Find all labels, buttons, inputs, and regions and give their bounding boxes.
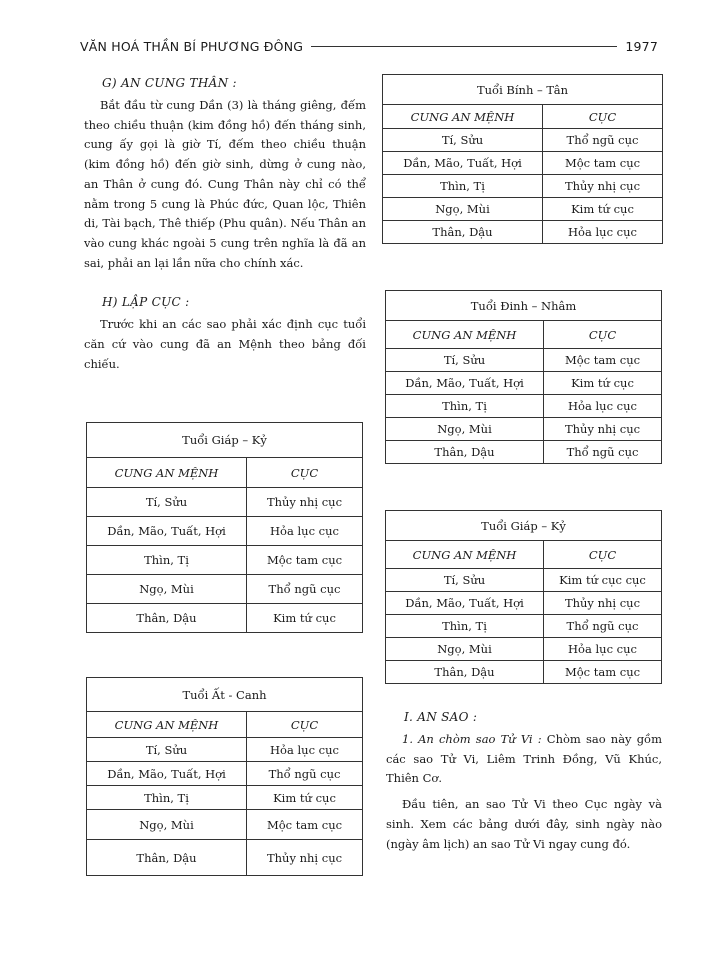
table-row [386,615,662,638]
table-row [386,569,662,592]
cell-cuc: Kim tứ cục [247,604,363,633]
cell-cuc: Mộc tam cục [247,546,363,575]
table-row [386,372,662,395]
cell-cuc: Kim tứ cục cục [544,569,662,592]
table-row [386,441,662,464]
cell-cung: Ngọ, Mùi [87,575,247,604]
col-header-cuc: CỤC [544,541,662,569]
section-g-paragraph: Bắt đầu từ cung Dần (3) là tháng giêng, đếm theo chiều thuận (kim đồng hồ) đến tháng sinh, cung ấy gọi là giờ Tí, đếm theo chiều thuận (kim đồng hồ) đến giờ sinh, dừng ở cung nào, an Thân ở cung đó. Cung Thân này chỉ có thể nằm trong 5 cung là Phúc đức, Quan lộc, Thiên di, Tài bạch, Thê thiếp (Phu quân). Nếu Thân an vào cung khác ngoài 5 cung trên nghĩa là đã an sai, phải an lại lần nữa cho chính xác. [84,98,366,270]
cell-cuc: Kim tứ cục [247,786,363,810]
col-header-cuc: CỤC [544,321,662,349]
subsection-label: 1. An chòm sao Tử Vi : [402,732,542,746]
table-giap-ky-left [86,422,363,633]
cell-cuc: Kim tứ cục [543,198,663,221]
table-row [87,546,363,575]
cell-cung: Ngọ, Mùi [87,810,247,840]
left-column [84,76,366,374]
table-row [87,488,363,517]
cell-cuc: Thủy nhị cục [247,488,363,517]
subsection-text: Chòm sao này gồm các sao Tử Vi, Liêm Trinh Đồng, Vũ Khúc, Thiên Cơ. [386,732,662,786]
section-g-heading: G) AN CUNG THÂN : [102,76,237,90]
cell-cuc: Hỏa lục cục [544,395,662,418]
table-row [87,762,363,786]
table-title: Tuổi Giáp – Kỷ [386,511,662,541]
cell-cung: Ngọ, Mùi [386,418,544,441]
cell-cuc: Thổ ngũ cục [247,762,363,786]
cell-cuc: Mộc tam cục [247,810,363,840]
cell-cung: Tí, Sửu [386,349,544,372]
cell-cung: Ngọ, Mùi [386,638,544,661]
cell-cuc: Thổ ngũ cục [247,575,363,604]
cell-cuc: Thủy nhị cục [544,418,662,441]
table-row [386,592,662,615]
cell-cung: Thân, Dậu [87,604,247,633]
table-at-canh [86,677,363,876]
table-row [87,517,363,546]
section-h-heading: H) LẬP CỤC : [102,295,190,310]
cell-cuc: Hỏa lục cục [544,638,662,661]
table-row [87,604,363,633]
table-row [386,395,662,418]
col-header-cuc: CỤC [247,712,363,738]
cell-cuc: Hỏa lục cục [247,517,363,546]
cell-cung: Dần, Mão, Tuất, Hợi [87,762,247,786]
cell-cung: Thân, Dậu [386,441,544,464]
cell-cuc: Thổ ngũ cục [544,615,662,638]
table-row [386,349,662,372]
table-title: Tuổi Đinh – Nhâm [386,291,662,321]
table-row [87,810,363,840]
col-header-cuc: CỤC [543,105,663,129]
cell-cuc: Thổ ngũ cục [543,129,663,152]
col-header-cung: CUNG AN MỆNH [87,458,247,488]
table-row [386,638,662,661]
col-header-cuc: CỤC [247,458,363,488]
header-rule [311,46,617,47]
col-header-cung: CUNG AN MỆNH [383,105,543,129]
table-row [386,418,662,441]
cell-cuc: Mộc tam cục [544,349,662,372]
cell-cuc: Hỏa lục cục [543,221,663,244]
cell-cuc: Kim tứ cục [544,372,662,395]
cell-cung: Thìn, Tị [383,175,543,198]
cell-cung: Dần, Mão, Tuất, Hợi [386,592,544,615]
running-header [80,36,658,56]
cell-cung: Tí, Sửu [87,488,247,517]
table-giap-ky-right [385,510,662,684]
cell-cuc: Thủy nhị cục [544,592,662,615]
cell-cung: Tí, Sửu [386,569,544,592]
cell-cung: Tí, Sửu [383,129,543,152]
page-number: 1977 [625,38,658,54]
cell-cuc: Thủy nhị cục [543,175,663,198]
section-i-paragraph-1 [386,730,662,789]
table-row [87,840,363,876]
col-header-cung: CUNG AN MỆNH [87,712,247,738]
cell-cuc: Hỏa lục cục [247,738,363,762]
table-binh-tan [382,74,663,244]
table-row [383,221,663,244]
cell-cung: Dần, Mão, Tuất, Hợi [383,152,543,175]
cell-cung: Dần, Mão, Tuất, Hợi [87,517,247,546]
table-dinh-nham [385,290,662,464]
cell-cuc: Mộc tam cục [544,661,662,684]
table-row [383,152,663,175]
section-i-heading: I. AN SAO : [404,710,478,724]
cell-cung: Dần, Mão, Tuất, Hợi [386,372,544,395]
cell-cung: Thìn, Tị [87,546,247,575]
col-header-cung: CUNG AN MỆNH [386,541,544,569]
table-row [383,175,663,198]
section-i-paragraph-2: Đầu tiên, an sao Tử Vi theo Cục ngày và sinh. Xem các bảng dưới đây, sinh ngày nào (ngày âm lịch) an sao Tử Vi ngay cung đó. [386,797,662,851]
cell-cung: Thân, Dậu [383,221,543,244]
cell-cuc: Thổ ngũ cục [544,441,662,464]
table-title: Tuổi Ất - Canh [87,678,363,712]
table-title: Tuổi Giáp – Kỷ [87,423,363,458]
table-row [386,661,662,684]
table-row [383,198,663,221]
cell-cung: Thìn, Tị [386,615,544,638]
cell-cuc: Thủy nhị cục [247,840,363,876]
table-row [87,738,363,762]
table-row [87,786,363,810]
col-header-cung: CUNG AN MỆNH [386,321,544,349]
cell-cung: Tí, Sửu [87,738,247,762]
table-title: Tuổi Bính – Tân [383,75,663,105]
cell-cung: Thân, Dậu [87,840,247,876]
cell-cuc: Mộc tam cục [543,152,663,175]
cell-cung: Thìn, Tị [386,395,544,418]
section-h-paragraph: Trước khi an các sao phải xác định cục tuổi căn cứ vào cung đã an Mệnh theo bảng đối chiếu. [84,317,366,371]
table-row [383,129,663,152]
table-row [87,575,363,604]
book-title: VĂN HOÁ THẦN BÍ PHƯƠNG ĐÔNG [80,38,304,54]
cell-cung: Ngọ, Mùi [383,198,543,221]
cell-cung: Thìn, Tị [87,786,247,810]
cell-cung: Thân, Dậu [386,661,544,684]
right-column-text [386,710,662,854]
